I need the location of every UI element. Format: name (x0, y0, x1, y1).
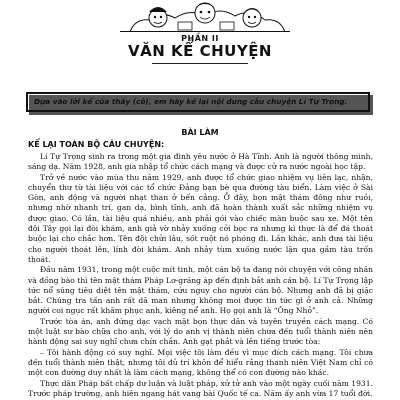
paragraph: Thực dân Pháp bất chấp dư luận và luật pháp, xử tử anh vào một ngày cuối năm 1931. Trước pháp trường, anh hiên ngang hát vang bài Quốc tế ca. Năm ấy anh vừa 17 tuổi đời. (28, 378, 373, 398)
answer-subheading: KỂ LẠI TOÀN BỘ CÂU CHUYỆN: (28, 140, 165, 149)
prompt-text: Dựa vào lời kể của thầy (cô), em hãy kể lại nội dung câu chuyện Lí Tự Trọng. (34, 97, 348, 106)
section-title: VĂN KỂ CHUYỆN (128, 42, 272, 60)
children-cartoon-illustration (120, 0, 290, 32)
story-body (28, 152, 373, 399)
title-underline (152, 63, 248, 64)
paragraph: Lí Tự Trọng sinh ra trong một gia đình yêu nước ở Hà Tĩnh. Anh là người thông minh, sáng dạ. Năm 1928, anh gia nhập tổ chức cách mạng và được cử ra nước ngoài học tập. (28, 152, 373, 172)
answer-heading: BÀI LÀM (181, 128, 219, 137)
prompt-box (26, 92, 370, 112)
paragraph: Đầu năm 1931, trong một cuộc mít tinh, một cán bộ ta đang nói chuyện với công nhân và đồng bào thì tên mật thám Pháp Lơ-grăng áp đến định bắt anh cán bộ. Lí Tự Trọng lập tức nổ súng tiêu diệt tên mật thám, cứu nguy cho người cán bộ. Nhưng anh đã bị giặc bắt. Chúng tra tấn anh rất dã man nhưng không moi được tin tức gì ở anh cả. Những người coi ngục rất khâm phục anh, kiêng nể anh. Họ gọi anh là “Ông Nhỏ”. (28, 265, 373, 316)
paragraph: Trở về nước vào mùa thu năm 1929, anh được tổ chức giao nhiệm vụ liên lạc, nhận, chuyển thư từ tài liệu với các tổ chức Đảng bạn bè qua đường tàu biển. Làm việc ở Sài Gòn, anh động và người nhạt than ở bến cảng. Ở đây, bọn mật thám đông như ruồi, nhưng nhờ nhanh trí, gan dạ, bình tĩnh, anh đã hoàn thành xuất sắc những nhiệm vụ được giao. Có lần, tài liệu quá nhiều, anh phải gói vào chiếc màn buộc sau xe. Một tên đội Tây gọi lại đòi khám, anh giả vờ nhảy xuống cởi bọc ra nhưng kì thực là để đá thoát buộc lại cho chắc hơn. Tên đội chửi lâu, sốt ruột nó phóng đi. Lần khác, anh đưa tài liệu cho người thoát lên, lính đòi khám. Anh nhảy tùm xuống nước lặn qua gầm tàu trốn thoát. (28, 172, 373, 264)
section-header (0, 0, 400, 82)
part-label: PHẦN II (181, 34, 219, 43)
paragraph: Trước tòa án, anh đứng dạc vạch mặt bọn thực dân và tuyên truyền cách mạng. Có một luật sư bào chữa cho anh, với lý do anh vị thành niên chưa đến tuổi thành niên nên hành động sai suy nghĩ chưa chín chắn. Anh gạt phắt và lên tiếng trước tòa: (28, 316, 373, 347)
paragraph: – Tôi hành động có suy nghĩ. Mọi việc tôi làm đều vì mục đích cách mạng. Tôi chưa đến tuổi thành niên thật, nhưng tôi đủ trí khôn để hiểu rằng thanh niên Việt Nam chỉ có một con đường duy nhất là làm cách mạng, không thể có con đường nào khác. (28, 347, 373, 378)
